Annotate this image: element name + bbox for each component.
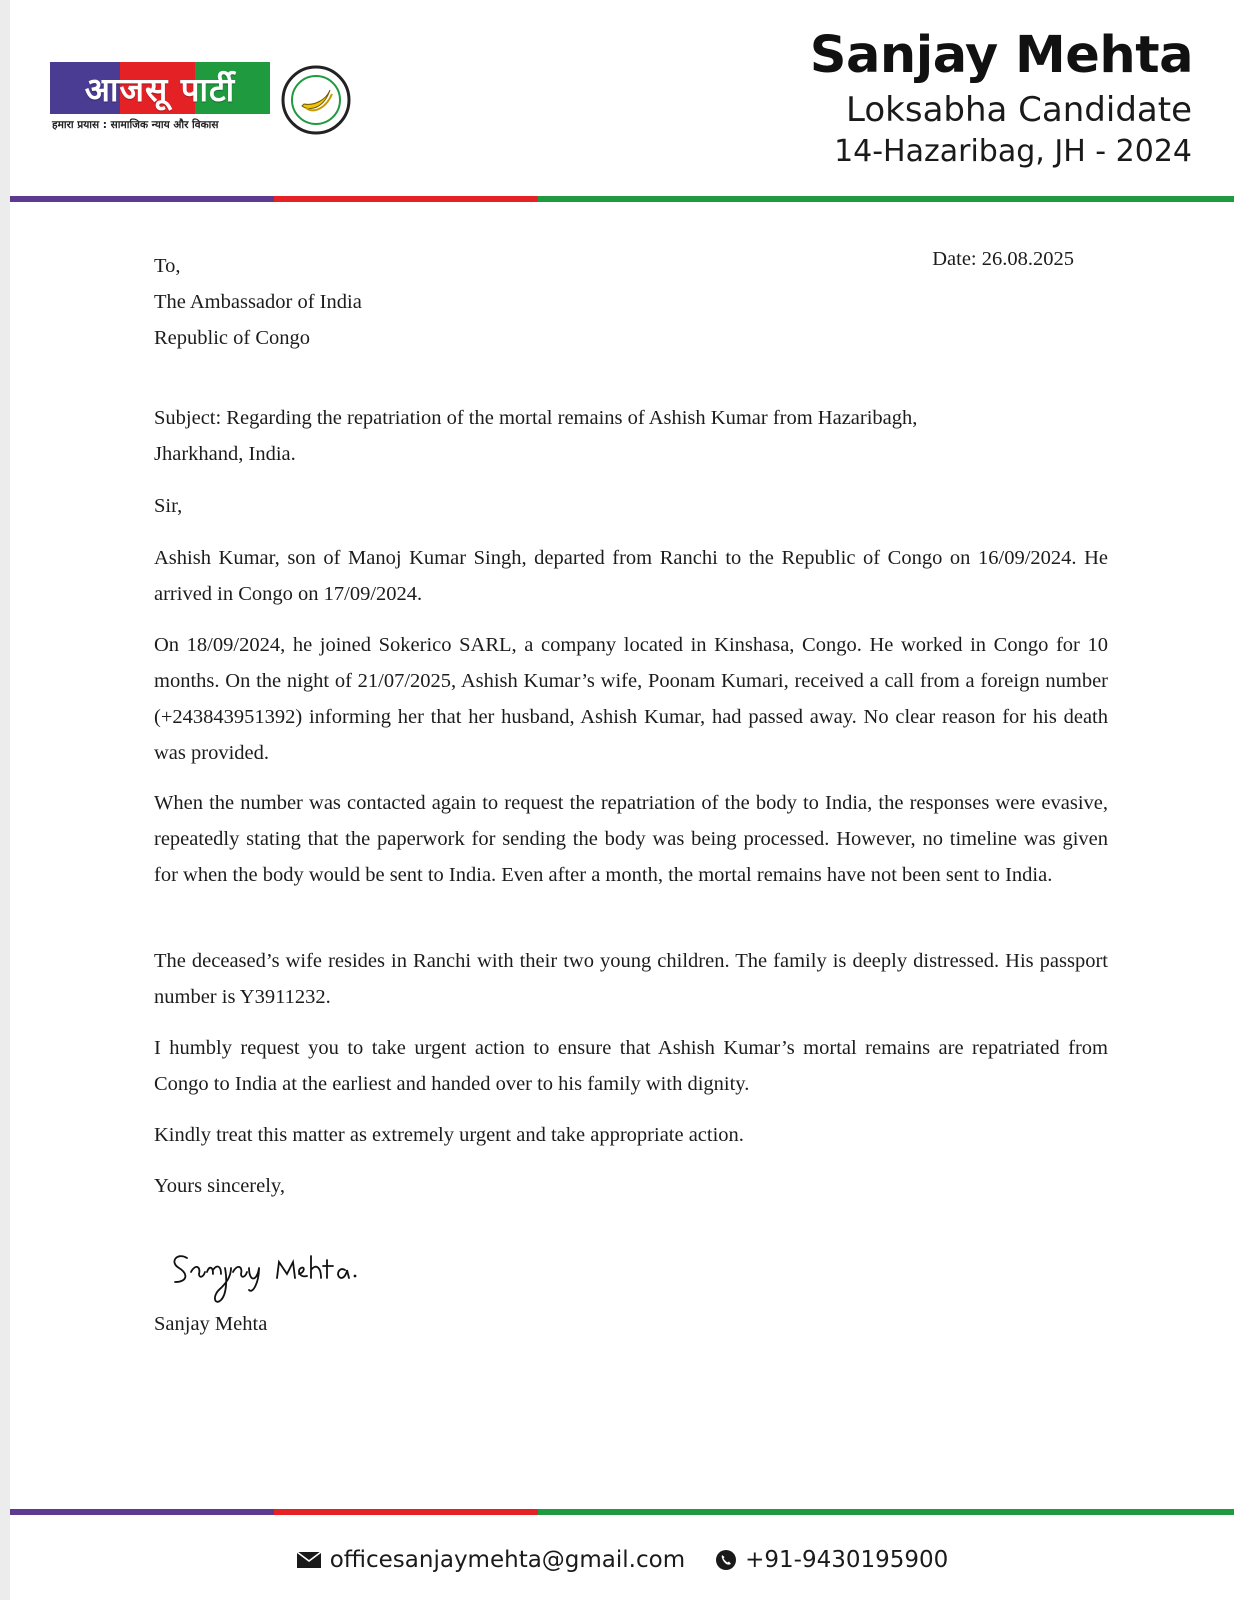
party-tagline: हमारा प्रयास : सामाजिक न्याय और विकास bbox=[52, 119, 219, 131]
signatory-name: Sanjay Mehta bbox=[154, 1313, 268, 1335]
recipient-line: The Ambassador of India bbox=[154, 291, 362, 313]
letterhead-page bbox=[10, 0, 1234, 1600]
closing: Yours sincerely, bbox=[154, 1175, 285, 1197]
recipient-line: To, bbox=[154, 255, 181, 277]
phone-icon bbox=[715, 1549, 737, 1571]
party-seal-icon bbox=[280, 64, 352, 136]
salutation: Sir, bbox=[154, 495, 183, 517]
subject-line: Subject: Regarding the repatriation of the mortal remains of Ashish Kumar from Hazaribagh, bbox=[154, 407, 918, 429]
footer-divider bbox=[10, 1509, 1234, 1515]
subject bbox=[154, 400, 1108, 472]
paragraph: I humbly request you to take urgent action to ensure that Ashish Kumar’s mortal remains are repatriated from Congo to India at the earliest and handed over to his family with dignity. bbox=[154, 1037, 1108, 1095]
email-contact[interactable] bbox=[296, 1547, 685, 1573]
email-address[interactable]: officesanjaymehta@gmail.com bbox=[329, 1547, 686, 1573]
constituency: 14-Hazaribag, JH - 2024 bbox=[834, 134, 1192, 169]
letter-date: Date: 26.08.2025 bbox=[932, 248, 1074, 270]
paragraph: The deceased’s wife resides in Ranchi with their two young children. The family is deeply distressed. His passport number is Y3911232. bbox=[154, 950, 1108, 1008]
recipient-block bbox=[154, 248, 362, 356]
subject-line: Jharkhand, India. bbox=[154, 443, 296, 465]
candidate-role: Loksabha Candidate bbox=[846, 90, 1192, 130]
paragraph: Kindly treat this matter as extremely urgent and take appropriate action. bbox=[154, 1124, 744, 1146]
contact-footer bbox=[10, 1540, 1234, 1580]
recipient-line: Republic of Congo bbox=[154, 327, 311, 349]
candidate-name: Sanjay Mehta bbox=[809, 26, 1193, 85]
paragraph: Ashish Kumar, son of Manoj Kumar Singh, departed from Ranchi to the Republic of Congo on 16/09/2024. He arrived in Congo on 17/09/2024. bbox=[154, 547, 1108, 605]
header-divider bbox=[10, 196, 1234, 202]
phone-contact[interactable] bbox=[715, 1547, 948, 1573]
envelope-icon bbox=[296, 1551, 322, 1569]
paragraph: When the number was contacted again to request the repatriation of the body to India, the responses were evasive, repeatedly stating that the paperwork for sending the body was being processed. However, no timeline was given for when the body would be sent to India. Even after a month, the mortal remains have not been sent to India. bbox=[154, 792, 1108, 886]
paragraph: On 18/09/2024, he joined Sokerico SARL, a company located in Kinshasa, Congo. He worked in Congo for 10 months. On the night of 21/07/2025, Ashish Kumar’s wife, Poonam Kumari, received a call from a foreign number (+243843951392) informing her that her husband, Ashish Kumar, had passed away. No clear reason for his death was provided. bbox=[154, 634, 1108, 764]
phone-number[interactable]: +91-9430195900 bbox=[745, 1547, 949, 1573]
party-logo-text: आजसू पार्टी bbox=[84, 69, 236, 109]
